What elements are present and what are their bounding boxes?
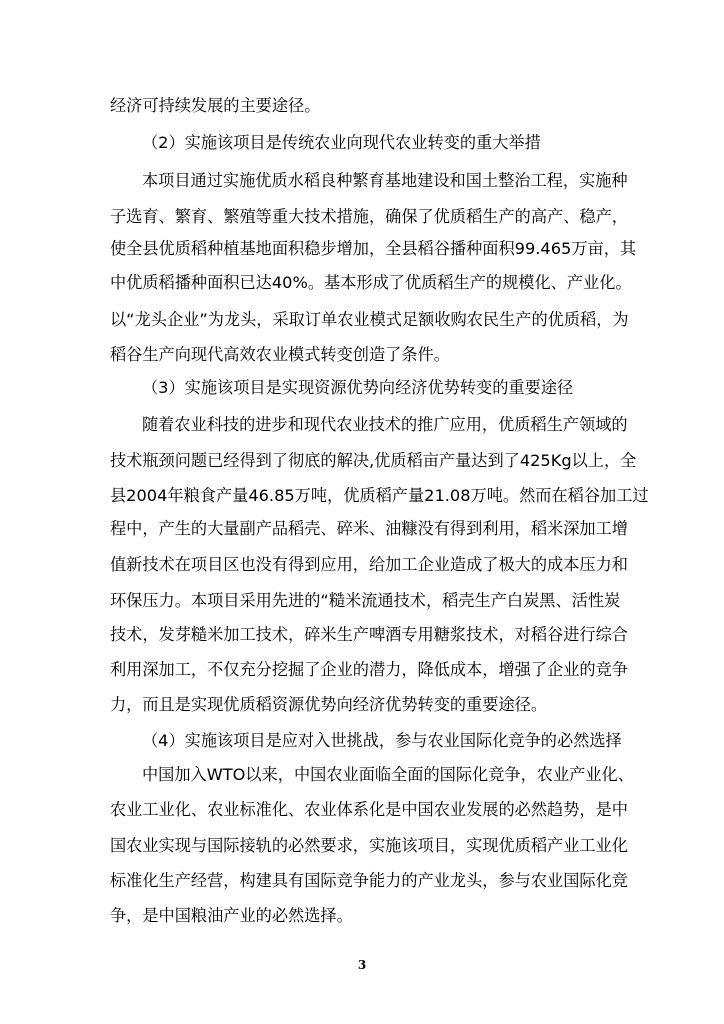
text-line: 经济可持续发展的主要途径。 xyxy=(110,96,321,115)
text-line: 国农业实现与国际接轨的必然要求，实施该项目，实现优质稻产业工业化 xyxy=(110,836,628,855)
text-line: 子选育、繁育、繁殖等重大技术措施，确保了优质稻生产的高产、稳产， xyxy=(110,207,628,226)
text-line: 值新技术在项目区也没有得到应用，给加工企业造成了极大的成本压力和 xyxy=(110,555,628,574)
text-line: 力，而且是实现优质稻资源优势向经济优势转变的重要途径。 xyxy=(110,695,548,714)
text-line: 稻谷生产向现代高效农业模式转变创造了条件。 xyxy=(110,345,450,364)
text-line: 程中，产生的大量副产品稻壳、碎米、油糠没有得到利用，稻米深加工增 xyxy=(110,519,628,538)
text-line: 标准化生产经营，构建具有国际竞争能力的产业龙头，参与农业国际化竞 xyxy=(110,871,628,890)
text-line: 农业工业化、农业标准化、农业体系化是中国农业发展的必然趋势，是中 xyxy=(110,800,628,819)
text-line: 中优质稻播种面积已达40%。基本形成了优质稻生产的规模化、产业化。 xyxy=(110,273,632,292)
paragraph-first-line: 本项目通过实施优质水稻良种繁育基地建设和国土整治工程，实施种 xyxy=(142,171,628,190)
paragraph-first-line: 中国加入WTO以来，中国农业面临全面的国际化竞争，农业产业化、 xyxy=(142,765,634,784)
text-line: 利用深加工，不仅充分挖掘了企业的潜力，降低成本，增强了企业的竞争 xyxy=(110,660,628,679)
text-line: 技术，发芽糙米加工技术，碎米生产啤酒专用糖浆技术，对稻谷进行综合 xyxy=(110,625,628,644)
text-line: 以“龙头企业”为龙头，采取订单农业模式足额收购农民生产的优质稻，为 xyxy=(110,310,629,329)
paragraph-first-line: 随着农业科技的进步和现代农业技术的推广应用，优质稻生产领域的 xyxy=(142,415,628,434)
page-number: 3 xyxy=(357,958,367,972)
section-heading: （4）实施该项目是应对入世挑战，参与农业国际化竞争的必然选择 xyxy=(142,731,622,750)
section-heading: （3）实施该项目是实现资源优势向经济优势转变的重要途径 xyxy=(142,378,574,397)
text-line: 使全县优质稻种植基地面积稳步增加，全县稻谷播种面积99.465万亩，其 xyxy=(110,239,637,258)
text-line: 技术瓶颈问题已经得到了彻底的解决,优质稻亩产量达到了425Kg以上，全 xyxy=(110,451,637,470)
section-heading: （2）实施该项目是传统农业向现代农业转变的重大举措 xyxy=(142,133,541,152)
text-line: 环保压力。本项目采用先进的“糙米流通技术，稻壳生产白炭黑、活性炭 xyxy=(110,591,621,610)
text-line: 县2004年粮食产量46.85万吨，优质稻产量21.08万吨。然而在稻谷加工过 xyxy=(110,486,649,505)
text-line: 争，是中国粮油产业的必然选择。 xyxy=(110,906,353,925)
